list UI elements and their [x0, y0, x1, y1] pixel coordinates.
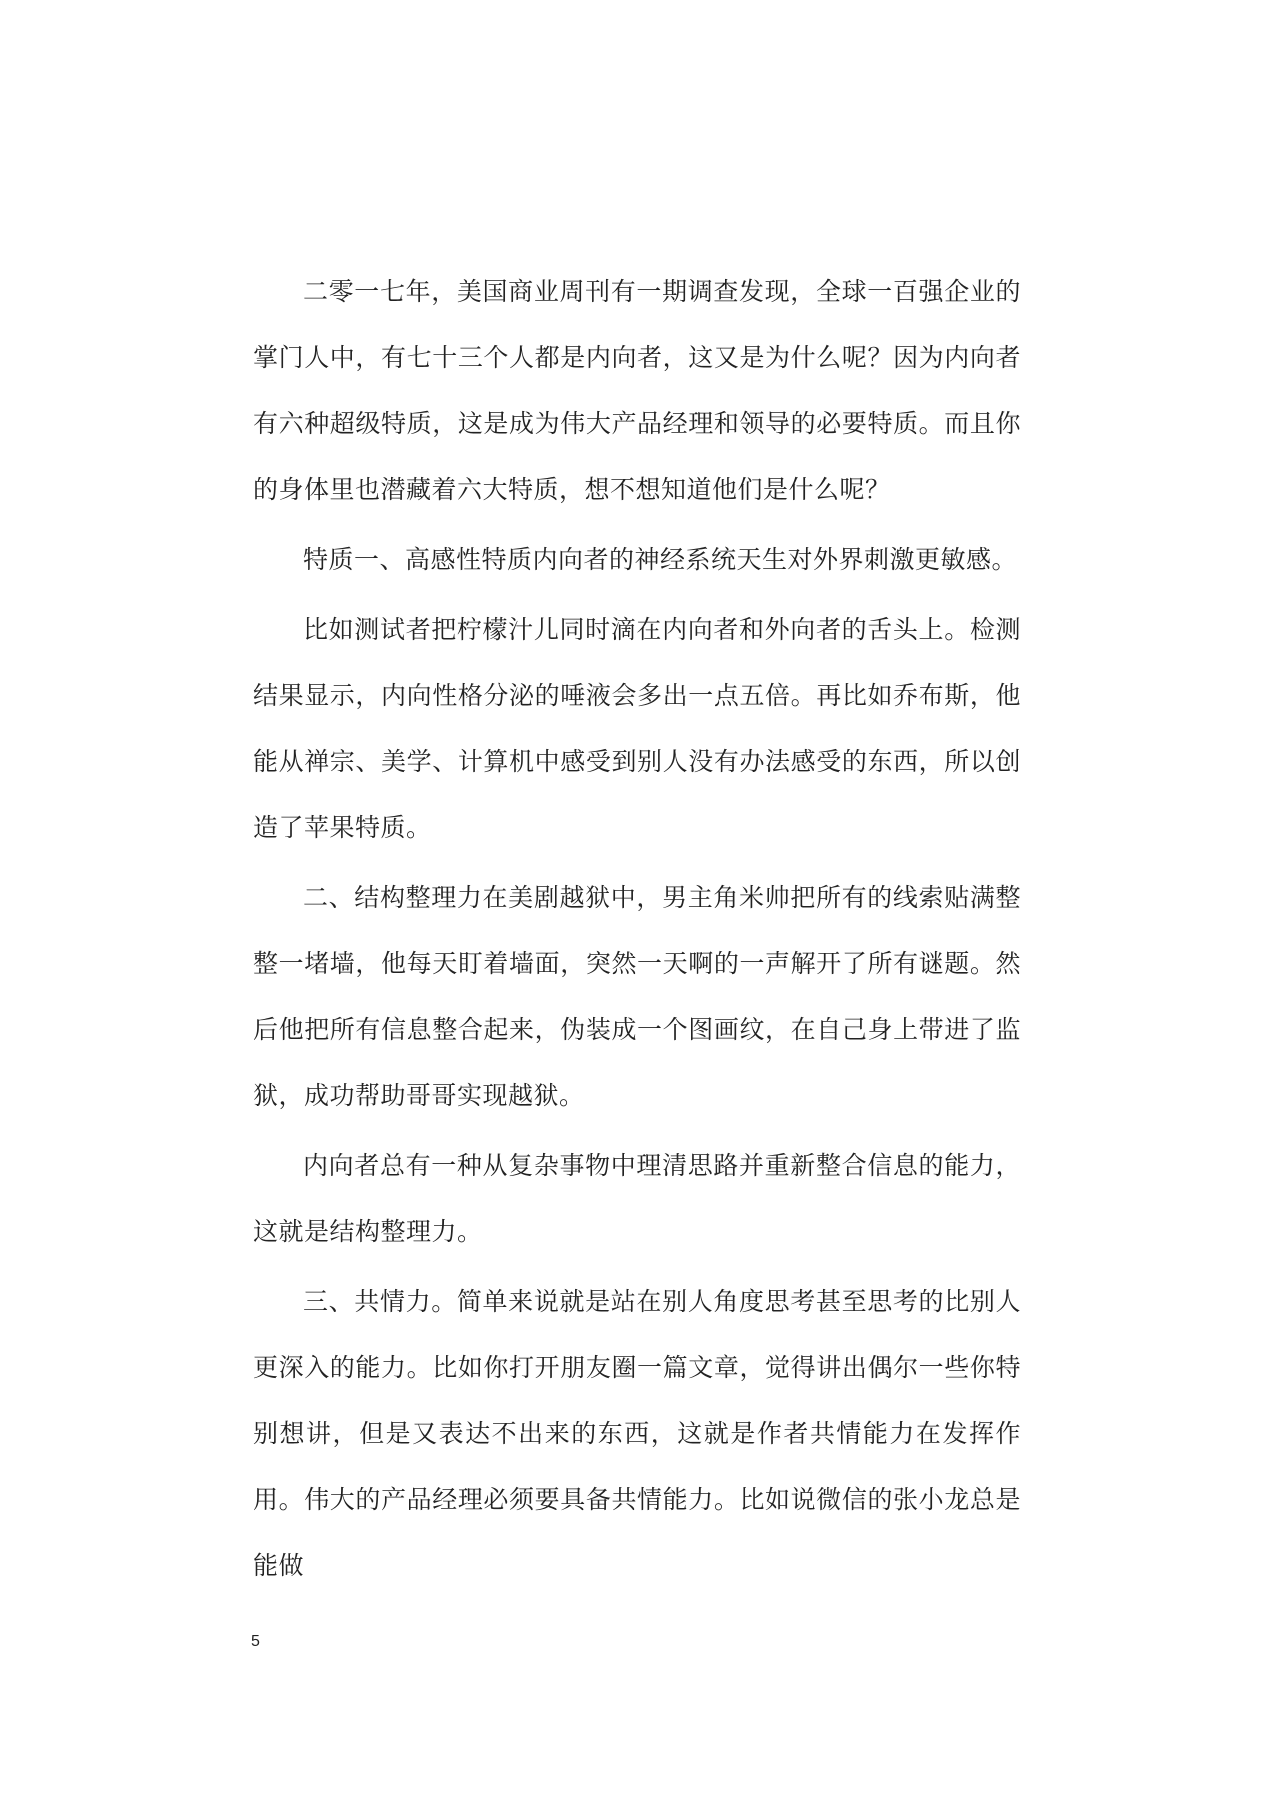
paragraph-trait-two: 二、结构整理力在美剧越狱中，男主角米帅把所有的线索贴满整整一堵墙，他每天盯着墙面，突然一天啊的一声解开了所有谜题。然后他把所有信息整合起来，伪装成一个图画纹，在自己身上带进了监狱，成功帮助哥哥实现越狱。 [253, 883, 1021, 1110]
paragraph-trait-one-heading: 特质一、高感性特质内向者的神经系统天生对外界刺激更敏感。 [303, 545, 1018, 574]
paragraph-trait-three: 三、共情力。简单来说就是站在别人角度思考甚至思考的比别人更深入的能力。比如你打开朋友圈一篇文章，觉得讲出偶尔一些你特别想讲，但是又表达不出来的东西，这就是作者共情能力在发挥作用。伟大的产品经理必须要具备共情能力。比如说微信的张小龙总是能做 [253, 1287, 1021, 1580]
paragraph-trait-two-summary: 内向者总有一种从复杂事物中理清思路并重新整合信息的能力，这就是结构整理力。 [253, 1151, 1021, 1246]
paragraph-intro: 二零一七年，美国商业周刊有一期调查发现，全球一百强企业的掌门人中，有七十三个人都是内向者，这又是为什么呢？因为内向者有六种超级特质，这是成为伟大产品经理和领导的必要特质。而且你的身体里也潜藏着六大特质，想不想知道他们是什么呢？ [253, 277, 1021, 504]
paragraph-trait-one-example: 比如测试者把柠檬汁儿同时滴在内向者和外向者的舌头上。检测结果显示，内向性格分泌的唾液会多出一点五倍。再比如乔布斯，他能从禅宗、美学、计算机中感受到别人没有办法感受的东西，所以创造了苹果特质。 [253, 615, 1021, 842]
body-text [253, 259, 1021, 1603]
page-number: 5 [251, 1633, 260, 1650]
